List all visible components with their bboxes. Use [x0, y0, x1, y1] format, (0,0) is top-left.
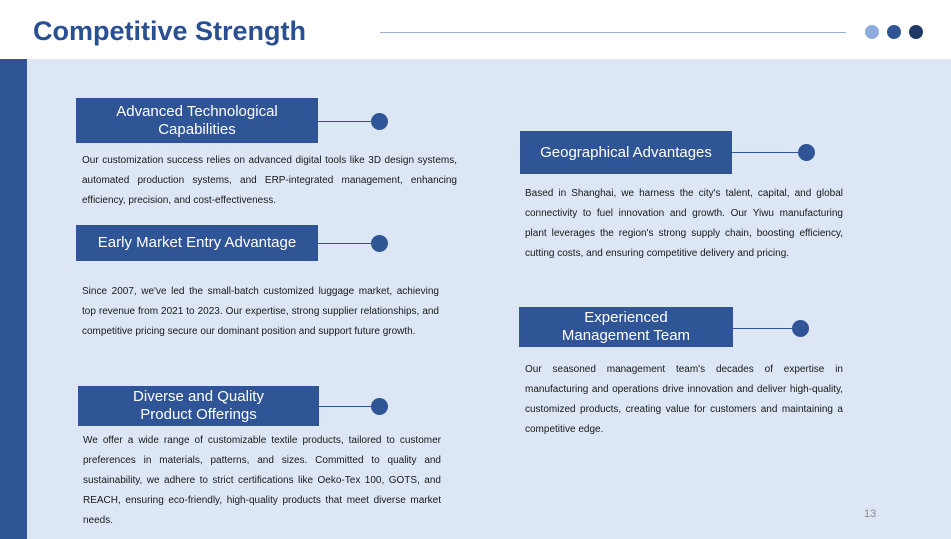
decorative-dot-dark — [909, 25, 923, 39]
connector-line — [318, 121, 374, 122]
section-body-geographical: Based in Shanghai, we harness the city's talent, capital, and global connectivity to fuel innovation and growth. Our Yiwu manufacturing plant leverages the region's strong supply chain, boosting efficiency, cutting costs, and ensuring competitive delivery and pricing. — [525, 188, 843, 259]
section-body-early-entry: Since 2007, we've led the small-batch customized luggage market, achieving top revenue from 2021 to 2023. Our expertise, strong supplier relationships, and competitive pricing secure our dominant position and support future growth. — [82, 286, 439, 337]
section-heading-management: Experienced Management Team — [519, 307, 733, 347]
connector-line — [732, 152, 800, 153]
connector-node — [792, 320, 809, 337]
connector-line — [318, 243, 374, 244]
decorative-dot-mid — [887, 25, 901, 39]
section-heading-early-entry: Early Market Entry Advantage — [76, 225, 318, 261]
section-heading-advanced-tech: Advanced Technological Capabilities — [76, 98, 318, 143]
connector-node — [798, 144, 815, 161]
decorative-dot-light — [865, 25, 879, 39]
left-accent-bar — [0, 59, 27, 539]
slide-header — [0, 0, 951, 59]
section-body-advanced-tech: Our customization success relies on advanced digital tools like 3D design systems, automated production systems, and ERP-integrated management, enhancing efficiency, precision, and cost-effectiveness. — [82, 155, 457, 206]
connector-node — [371, 398, 388, 415]
connector-line — [319, 406, 374, 407]
header-divider — [380, 32, 846, 33]
section-body-diverse-products: We offer a wide range of customizable textile products, tailored to customer preferences in materials, patterns, and sizes. Committed to quality and sustainability, we adhere to strict certifications like Oeko-Tex 100, GOTS, and REACH, ensuring eco-friendly, high-quality products that meet diverse market needs. — [83, 435, 441, 526]
connector-line — [733, 328, 795, 329]
slide-title: Competitive Strength — [33, 16, 307, 46]
section-heading-diverse-products: Diverse and Quality Product Offerings — [78, 386, 319, 426]
page-number: 13 — [864, 508, 877, 520]
section-body-management: Our seasoned management team's decades of expertise in manufacturing and operations drive innovation and deliver high-quality, customized products, creating value for customers and maintaining a competitive edge. — [525, 364, 843, 435]
connector-node — [371, 235, 388, 252]
connector-node — [371, 113, 388, 130]
section-heading-geographical: Geographical Advantages — [520, 131, 732, 174]
